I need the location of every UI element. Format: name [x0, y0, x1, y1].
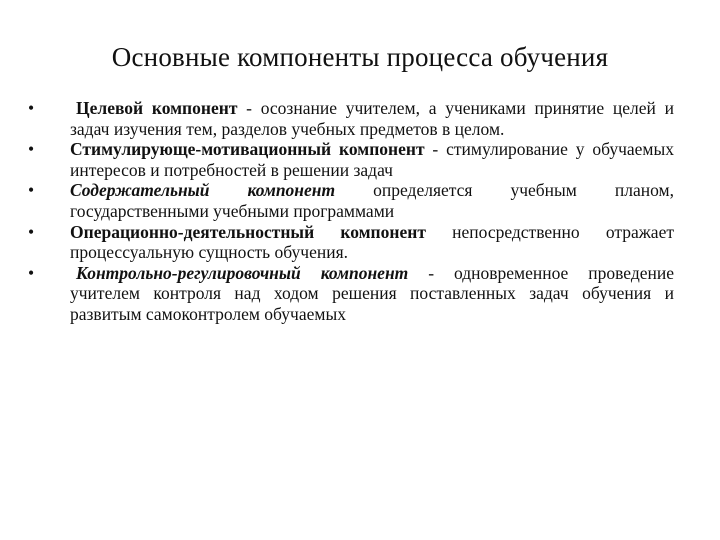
list-item-content-component — [28, 180, 674, 221]
item-text: непосредственно отражает процессуальную сущность обучения. — [70, 221, 674, 263]
item-term: Целевой компонент — [76, 98, 238, 118]
item-term: Контрольно-регулировочный компонент — [76, 262, 409, 283]
bullet-icon: • — [28, 139, 35, 160]
item-text: - одновременное проведение учителем контроля над ходом решения поставленных задач обучения и развитым самоконтролем обучаемых — [70, 262, 674, 324]
item-term: Содержательный компонент — [70, 180, 336, 201]
bullet-icon: • — [28, 221, 35, 242]
list-item-operational-component — [28, 222, 674, 263]
slide-title: Основные компоненты процесса обучения — [111, 42, 609, 72]
item-text: - стимулирование у обучаемых интересов и потребностей в решении задач — [70, 139, 675, 180]
item-text: определяется учебным планом, государственными учебными программами — [70, 180, 674, 221]
list-item-control-component — [28, 263, 674, 325]
bullet-icon: • — [28, 180, 35, 201]
item-text: - осознание учителем, а учениками принятие целей и задач изучения тем, разделов учебных предметов в целом. — [70, 98, 674, 139]
bullet-icon: • — [28, 98, 35, 118]
list-item-target-component — [28, 98, 674, 139]
bullet-list — [28, 98, 674, 325]
list-item-motivation-component — [28, 139, 674, 180]
item-term: Стимулирующе-мотивационный компонент — [70, 139, 425, 160]
item-term: Операционно-деятельностный компонент — [70, 221, 426, 242]
bullet-icon: • — [28, 262, 35, 283]
